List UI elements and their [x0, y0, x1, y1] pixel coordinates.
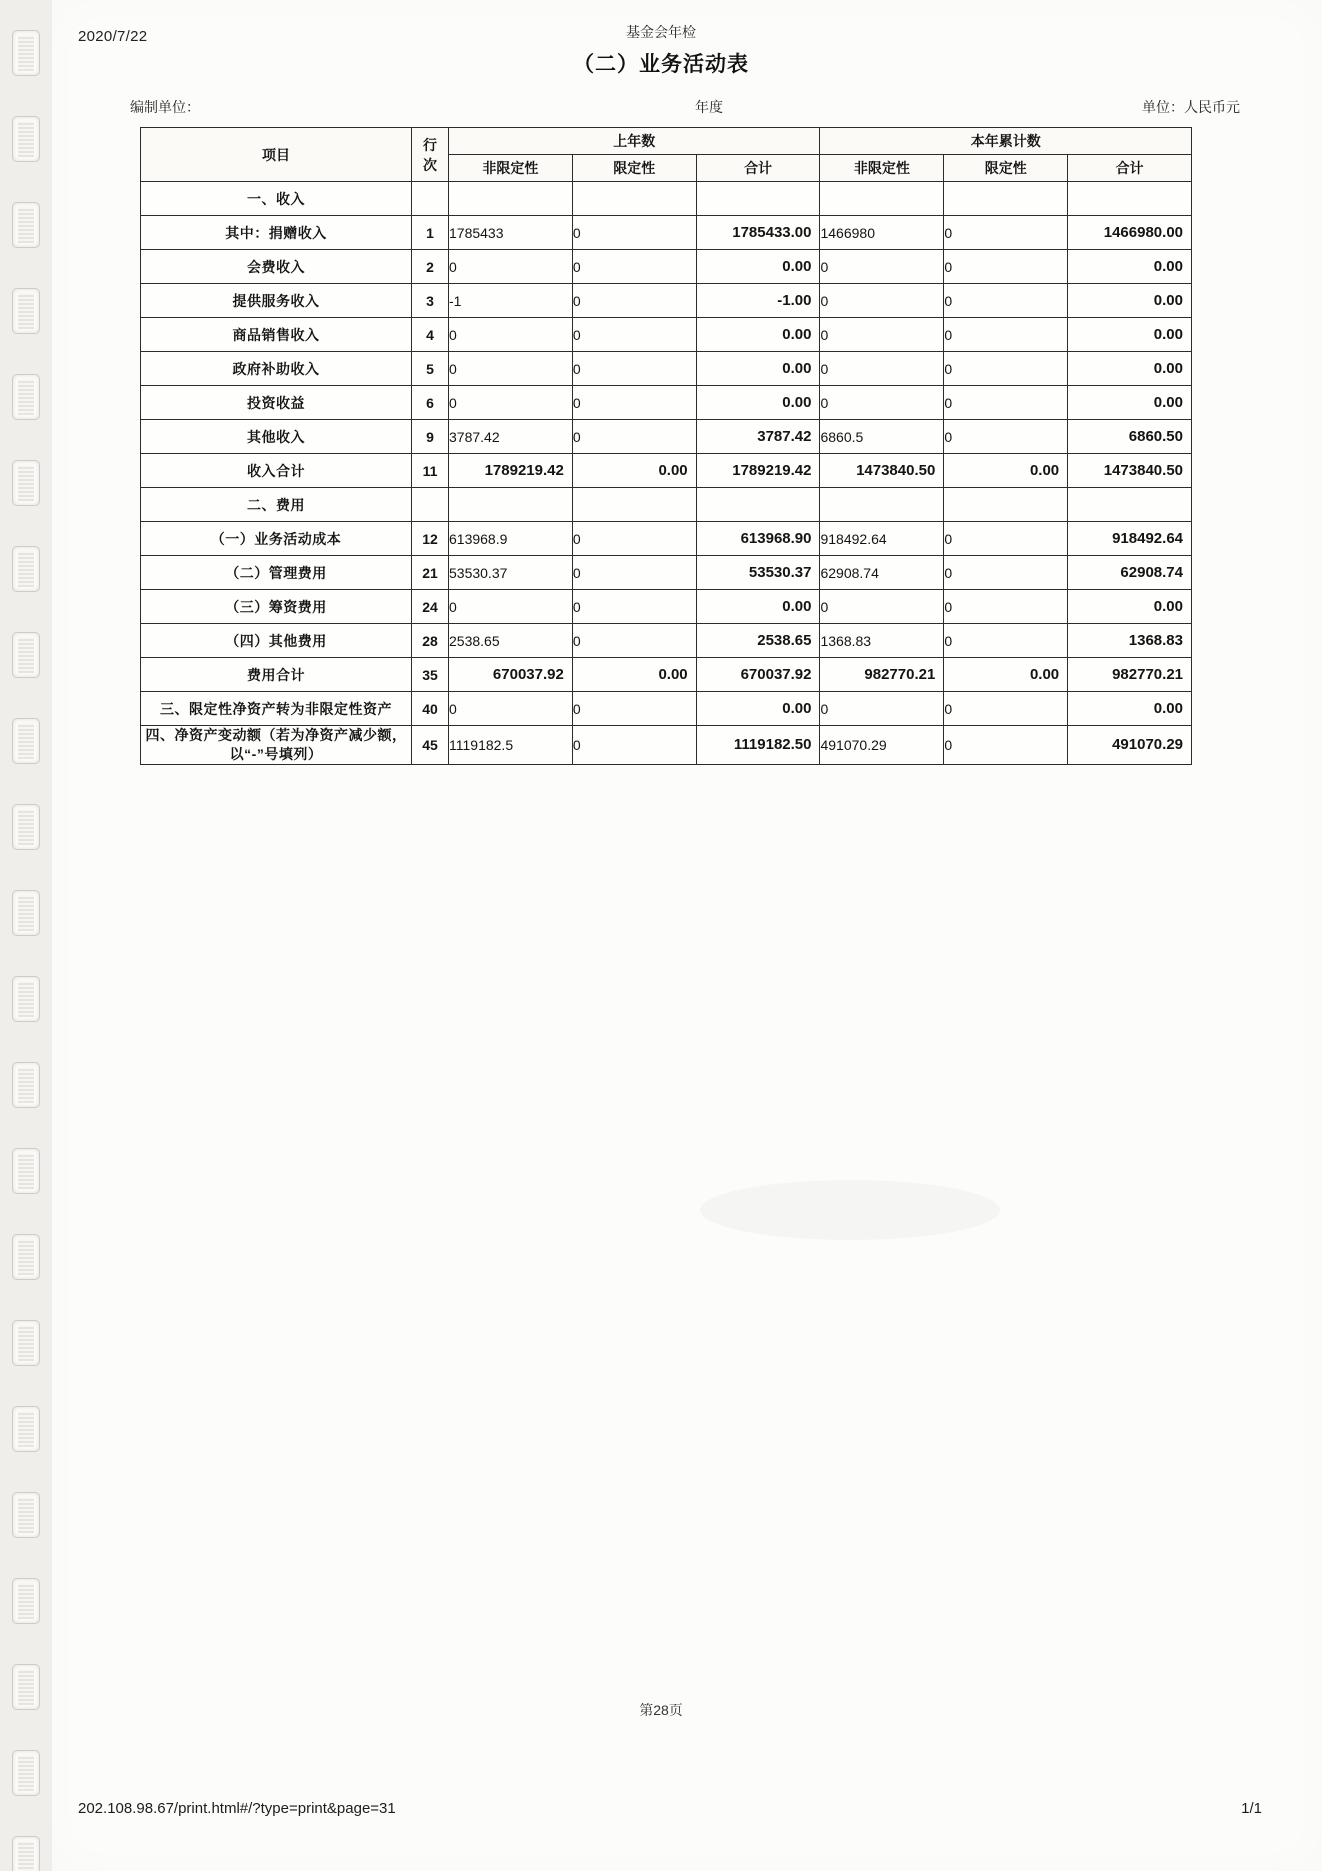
feed-hole-inner	[18, 809, 34, 845]
row-item-label: 一、收入	[141, 182, 412, 216]
cell-cur-total: 6860.50	[1068, 420, 1192, 454]
row-item-label: 三、限定性净资产转为非限定性资产	[141, 692, 412, 726]
row-item-label: 二、费用	[141, 488, 412, 522]
cell-cur-total: 0.00	[1068, 318, 1192, 352]
cell-cur-total: 0.00	[1068, 386, 1192, 420]
cell-prev-unrestricted: -1	[449, 284, 573, 318]
feed-hole-inner	[18, 293, 34, 329]
row-item-label: 会费收入	[141, 250, 412, 284]
cell-cur-restricted: 0	[944, 726, 1068, 765]
feed-hole	[12, 1492, 40, 1538]
row-line-number: 35	[412, 658, 449, 692]
feed-hole	[12, 116, 40, 162]
feed-hole	[12, 374, 40, 420]
table-row	[141, 420, 1192, 454]
th-this-year: 本年累计数	[820, 128, 1192, 155]
th-cur-restricted: 限定性	[944, 155, 1068, 182]
cell-prev-unrestricted: 0	[449, 250, 573, 284]
cell-prev-restricted: 0	[572, 284, 696, 318]
cell-cur-unrestricted: 0	[820, 352, 944, 386]
meta-row	[130, 97, 1240, 117]
cell-prev-restricted: 0	[572, 692, 696, 726]
cell-cur-total	[1068, 488, 1192, 522]
cell-cur-total: 0.00	[1068, 284, 1192, 318]
cell-prev-unrestricted: 1789219.42	[449, 454, 573, 488]
cell-cur-restricted: 0.00	[944, 658, 1068, 692]
compiling-unit-label: 编制单位：	[130, 99, 200, 115]
cell-cur-unrestricted: 982770.21	[820, 658, 944, 692]
feed-hole	[12, 1406, 40, 1452]
cell-cur-restricted: 0	[944, 352, 1068, 386]
cell-cur-unrestricted: 0	[820, 318, 944, 352]
footer-url: 202.108.98.67/print.html#/?type=print&page=31	[78, 1800, 396, 1817]
cell-prev-unrestricted: 0	[449, 386, 573, 420]
footer-page-count: 1/1	[1241, 1800, 1262, 1817]
cell-cur-restricted: 0	[944, 386, 1068, 420]
th-item: 项目	[141, 128, 412, 182]
cell-prev-total	[696, 488, 820, 522]
cell-prev-unrestricted: 670037.92	[449, 658, 573, 692]
row-item-label: 收入合计	[141, 454, 412, 488]
feed-hole-inner	[18, 121, 34, 157]
cell-cur-total: 62908.74	[1068, 556, 1192, 590]
feed-hole	[12, 1062, 40, 1108]
row-line-number	[412, 182, 449, 216]
feed-hole-inner	[18, 981, 34, 1017]
cell-prev-restricted: 0	[572, 386, 696, 420]
cell-prev-unrestricted: 1119182.5	[449, 726, 573, 765]
feed-hole-inner	[18, 1583, 34, 1619]
th-cur-total: 合计	[1068, 155, 1192, 182]
cell-cur-restricted: 0	[944, 318, 1068, 352]
cell-cur-unrestricted: 0	[820, 386, 944, 420]
feed-hole	[12, 1234, 40, 1280]
row-item-label: 投资收益	[141, 386, 412, 420]
cell-cur-restricted: 0.00	[944, 454, 1068, 488]
cell-cur-total	[1068, 182, 1192, 216]
cell-prev-unrestricted	[449, 182, 573, 216]
cell-cur-unrestricted: 0	[820, 692, 944, 726]
cell-prev-restricted: 0	[572, 726, 696, 765]
cell-prev-restricted: 0	[572, 556, 696, 590]
cell-prev-unrestricted: 0	[449, 590, 573, 624]
table-row	[141, 284, 1192, 318]
th-line-no	[412, 128, 449, 182]
table-row	[141, 250, 1192, 284]
row-item-label: 其他收入	[141, 420, 412, 454]
cell-cur-total: 1473840.50	[1068, 454, 1192, 488]
feed-hole	[12, 202, 40, 248]
feed-hole	[12, 1148, 40, 1194]
table-row	[141, 522, 1192, 556]
table-body	[141, 182, 1192, 765]
cell-prev-total: 0.00	[696, 352, 820, 386]
cell-cur-total: 0.00	[1068, 590, 1192, 624]
cell-prev-restricted: 0	[572, 624, 696, 658]
table-row	[141, 386, 1192, 420]
cell-cur-restricted: 0	[944, 590, 1068, 624]
cell-prev-unrestricted: 1785433	[449, 216, 573, 250]
row-line-number: 11	[412, 454, 449, 488]
table-row	[141, 488, 1192, 522]
row-item-label: 政府补助收入	[141, 352, 412, 386]
cell-cur-restricted: 0	[944, 250, 1068, 284]
feed-hole	[12, 1836, 40, 1871]
table-row	[141, 352, 1192, 386]
cell-prev-total: 0.00	[696, 692, 820, 726]
row-item-label: （二）管理费用	[141, 556, 412, 590]
row-line-number: 1	[412, 216, 449, 250]
cell-cur-total: 0.00	[1068, 352, 1192, 386]
cell-cur-total: 0.00	[1068, 692, 1192, 726]
feed-hole	[12, 1320, 40, 1366]
cell-prev-total: 0.00	[696, 590, 820, 624]
table-row	[141, 318, 1192, 352]
th-prev-restricted: 限定性	[572, 155, 696, 182]
feed-hole-inner	[18, 723, 34, 759]
cell-cur-total: 491070.29	[1068, 726, 1192, 765]
table-row	[141, 624, 1192, 658]
feed-hole-inner	[18, 1755, 34, 1791]
cell-cur-restricted: 0	[944, 216, 1068, 250]
feed-hole	[12, 890, 40, 936]
cell-cur-restricted: 0	[944, 556, 1068, 590]
cell-cur-restricted	[944, 182, 1068, 216]
row-line-number: 28	[412, 624, 449, 658]
cell-cur-unrestricted: 918492.64	[820, 522, 944, 556]
feed-hole	[12, 1750, 40, 1796]
cell-cur-unrestricted	[820, 182, 944, 216]
cell-cur-unrestricted	[820, 488, 944, 522]
feed-hole-inner	[18, 1325, 34, 1361]
row-line-number: 6	[412, 386, 449, 420]
feed-hole	[12, 632, 40, 678]
table-head	[141, 128, 1192, 182]
cell-prev-total: 53530.37	[696, 556, 820, 590]
feed-hole-inner	[18, 379, 34, 415]
cell-prev-total: 2538.65	[696, 624, 820, 658]
cell-cur-restricted: 0	[944, 522, 1068, 556]
row-item-label: 商品销售收入	[141, 318, 412, 352]
cell-prev-total: -1.00	[696, 284, 820, 318]
cell-prev-restricted: 0	[572, 590, 696, 624]
cell-cur-unrestricted: 62908.74	[820, 556, 944, 590]
feed-hole-inner	[18, 637, 34, 673]
row-line-number: 40	[412, 692, 449, 726]
cell-cur-unrestricted: 6860.5	[820, 420, 944, 454]
cell-prev-total: 0.00	[696, 318, 820, 352]
feed-hole-inner	[18, 1153, 34, 1189]
feed-hole-inner	[18, 1411, 34, 1447]
cell-prev-total: 670037.92	[696, 658, 820, 692]
page-title: （二）业务活动表	[573, 53, 749, 76]
cell-prev-total: 1119182.50	[696, 726, 820, 765]
row-item-label: 四、净资产变动额（若为净资产减少额，以“-”号填列）	[141, 726, 412, 765]
row-item-label: （一）业务活动成本	[141, 522, 412, 556]
row-line-number	[412, 488, 449, 522]
row-line-number: 24	[412, 590, 449, 624]
cell-cur-unrestricted: 0	[820, 284, 944, 318]
row-item-label: （四）其他费用	[141, 624, 412, 658]
th-prev-year: 上年数	[449, 128, 820, 155]
cell-prev-total: 3787.42	[696, 420, 820, 454]
cell-prev-total: 0.00	[696, 250, 820, 284]
year-label: 年度	[695, 99, 723, 115]
cell-cur-total: 0.00	[1068, 250, 1192, 284]
cell-prev-restricted	[572, 488, 696, 522]
cell-prev-restricted: 0.00	[572, 658, 696, 692]
row-line-number: 45	[412, 726, 449, 765]
cell-prev-unrestricted: 3787.42	[449, 420, 573, 454]
row-line-number: 3	[412, 284, 449, 318]
document-date: 2020/7/22	[78, 28, 148, 45]
cell-prev-unrestricted: 613968.9	[449, 522, 573, 556]
cell-prev-unrestricted: 53530.37	[449, 556, 573, 590]
row-line-number: 4	[412, 318, 449, 352]
th-prev-unrestricted: 非限定性	[449, 155, 573, 182]
feed-hole	[12, 546, 40, 592]
cell-prev-restricted: 0	[572, 522, 696, 556]
cell-cur-restricted: 0	[944, 692, 1068, 726]
cell-cur-unrestricted: 1368.83	[820, 624, 944, 658]
row-item-label: 其中：捐赠收入	[141, 216, 412, 250]
th-cur-unrestricted: 非限定性	[820, 155, 944, 182]
feed-hole-inner	[18, 895, 34, 931]
feed-hole-inner	[18, 551, 34, 587]
activity-statement-table-wrap	[140, 127, 1192, 765]
cell-cur-unrestricted: 1466980	[820, 216, 944, 250]
cell-cur-restricted: 0	[944, 624, 1068, 658]
currency-unit-label: 单位：人民币元	[1142, 99, 1240, 115]
cell-cur-unrestricted: 0	[820, 590, 944, 624]
feed-hole-inner	[18, 1841, 34, 1871]
cell-prev-unrestricted: 0	[449, 692, 573, 726]
cell-prev-restricted: 0	[572, 318, 696, 352]
row-line-number: 12	[412, 522, 449, 556]
cell-cur-total: 1368.83	[1068, 624, 1192, 658]
table-row	[141, 726, 1192, 765]
row-line-number: 5	[412, 352, 449, 386]
row-item-label: 费用合计	[141, 658, 412, 692]
th-line-no-top: 行	[423, 136, 437, 153]
feed-hole-inner	[18, 1239, 34, 1275]
feed-hole-inner	[18, 465, 34, 501]
th-prev-total: 合计	[696, 155, 820, 182]
cell-cur-total: 918492.64	[1068, 522, 1192, 556]
cell-cur-unrestricted: 1473840.50	[820, 454, 944, 488]
cell-prev-restricted: 0.00	[572, 454, 696, 488]
row-item-label: （三）筹资费用	[141, 590, 412, 624]
feed-hole	[12, 288, 40, 334]
tractor-feed-strip	[0, 0, 53, 1871]
feed-hole-inner	[18, 1067, 34, 1103]
document-org: 基金会年检	[626, 24, 696, 40]
cell-prev-restricted: 0	[572, 216, 696, 250]
cell-prev-unrestricted: 0	[449, 352, 573, 386]
table-row	[141, 216, 1192, 250]
row-item-label: 提供服务收入	[141, 284, 412, 318]
table-head-row-1	[141, 128, 1192, 155]
feed-hole	[12, 976, 40, 1022]
cell-cur-restricted: 0	[944, 420, 1068, 454]
cell-cur-total: 1466980.00	[1068, 216, 1192, 250]
row-line-number: 21	[412, 556, 449, 590]
cell-prev-restricted	[572, 182, 696, 216]
table-row	[141, 590, 1192, 624]
feed-hole	[12, 718, 40, 764]
printed-page-label: 第28页	[639, 1702, 683, 1718]
cell-prev-total: 613968.90	[696, 522, 820, 556]
cell-prev-unrestricted	[449, 488, 573, 522]
table-row	[141, 692, 1192, 726]
feed-hole	[12, 1578, 40, 1624]
table-row	[141, 556, 1192, 590]
table-row	[141, 658, 1192, 692]
table-row	[141, 182, 1192, 216]
cell-prev-total	[696, 182, 820, 216]
cell-prev-unrestricted: 2538.65	[449, 624, 573, 658]
feed-hole-inner	[18, 1497, 34, 1533]
cell-prev-total: 1785433.00	[696, 216, 820, 250]
cell-prev-restricted: 0	[572, 250, 696, 284]
cell-prev-total: 1789219.42	[696, 454, 820, 488]
feed-hole	[12, 804, 40, 850]
cell-cur-unrestricted: 0	[820, 250, 944, 284]
cell-cur-restricted	[944, 488, 1068, 522]
cell-prev-unrestricted: 0	[449, 318, 573, 352]
activity-statement-table	[140, 127, 1192, 765]
cell-cur-restricted: 0	[944, 284, 1068, 318]
cell-prev-restricted: 0	[572, 352, 696, 386]
cell-prev-restricted: 0	[572, 420, 696, 454]
th-line-no-bottom: 次	[423, 156, 437, 173]
cell-prev-total: 0.00	[696, 386, 820, 420]
feed-hole	[12, 460, 40, 506]
row-line-number: 9	[412, 420, 449, 454]
table-row	[141, 454, 1192, 488]
cell-cur-total: 982770.21	[1068, 658, 1192, 692]
row-line-number: 2	[412, 250, 449, 284]
feed-hole-inner	[18, 207, 34, 243]
cell-cur-unrestricted: 491070.29	[820, 726, 944, 765]
